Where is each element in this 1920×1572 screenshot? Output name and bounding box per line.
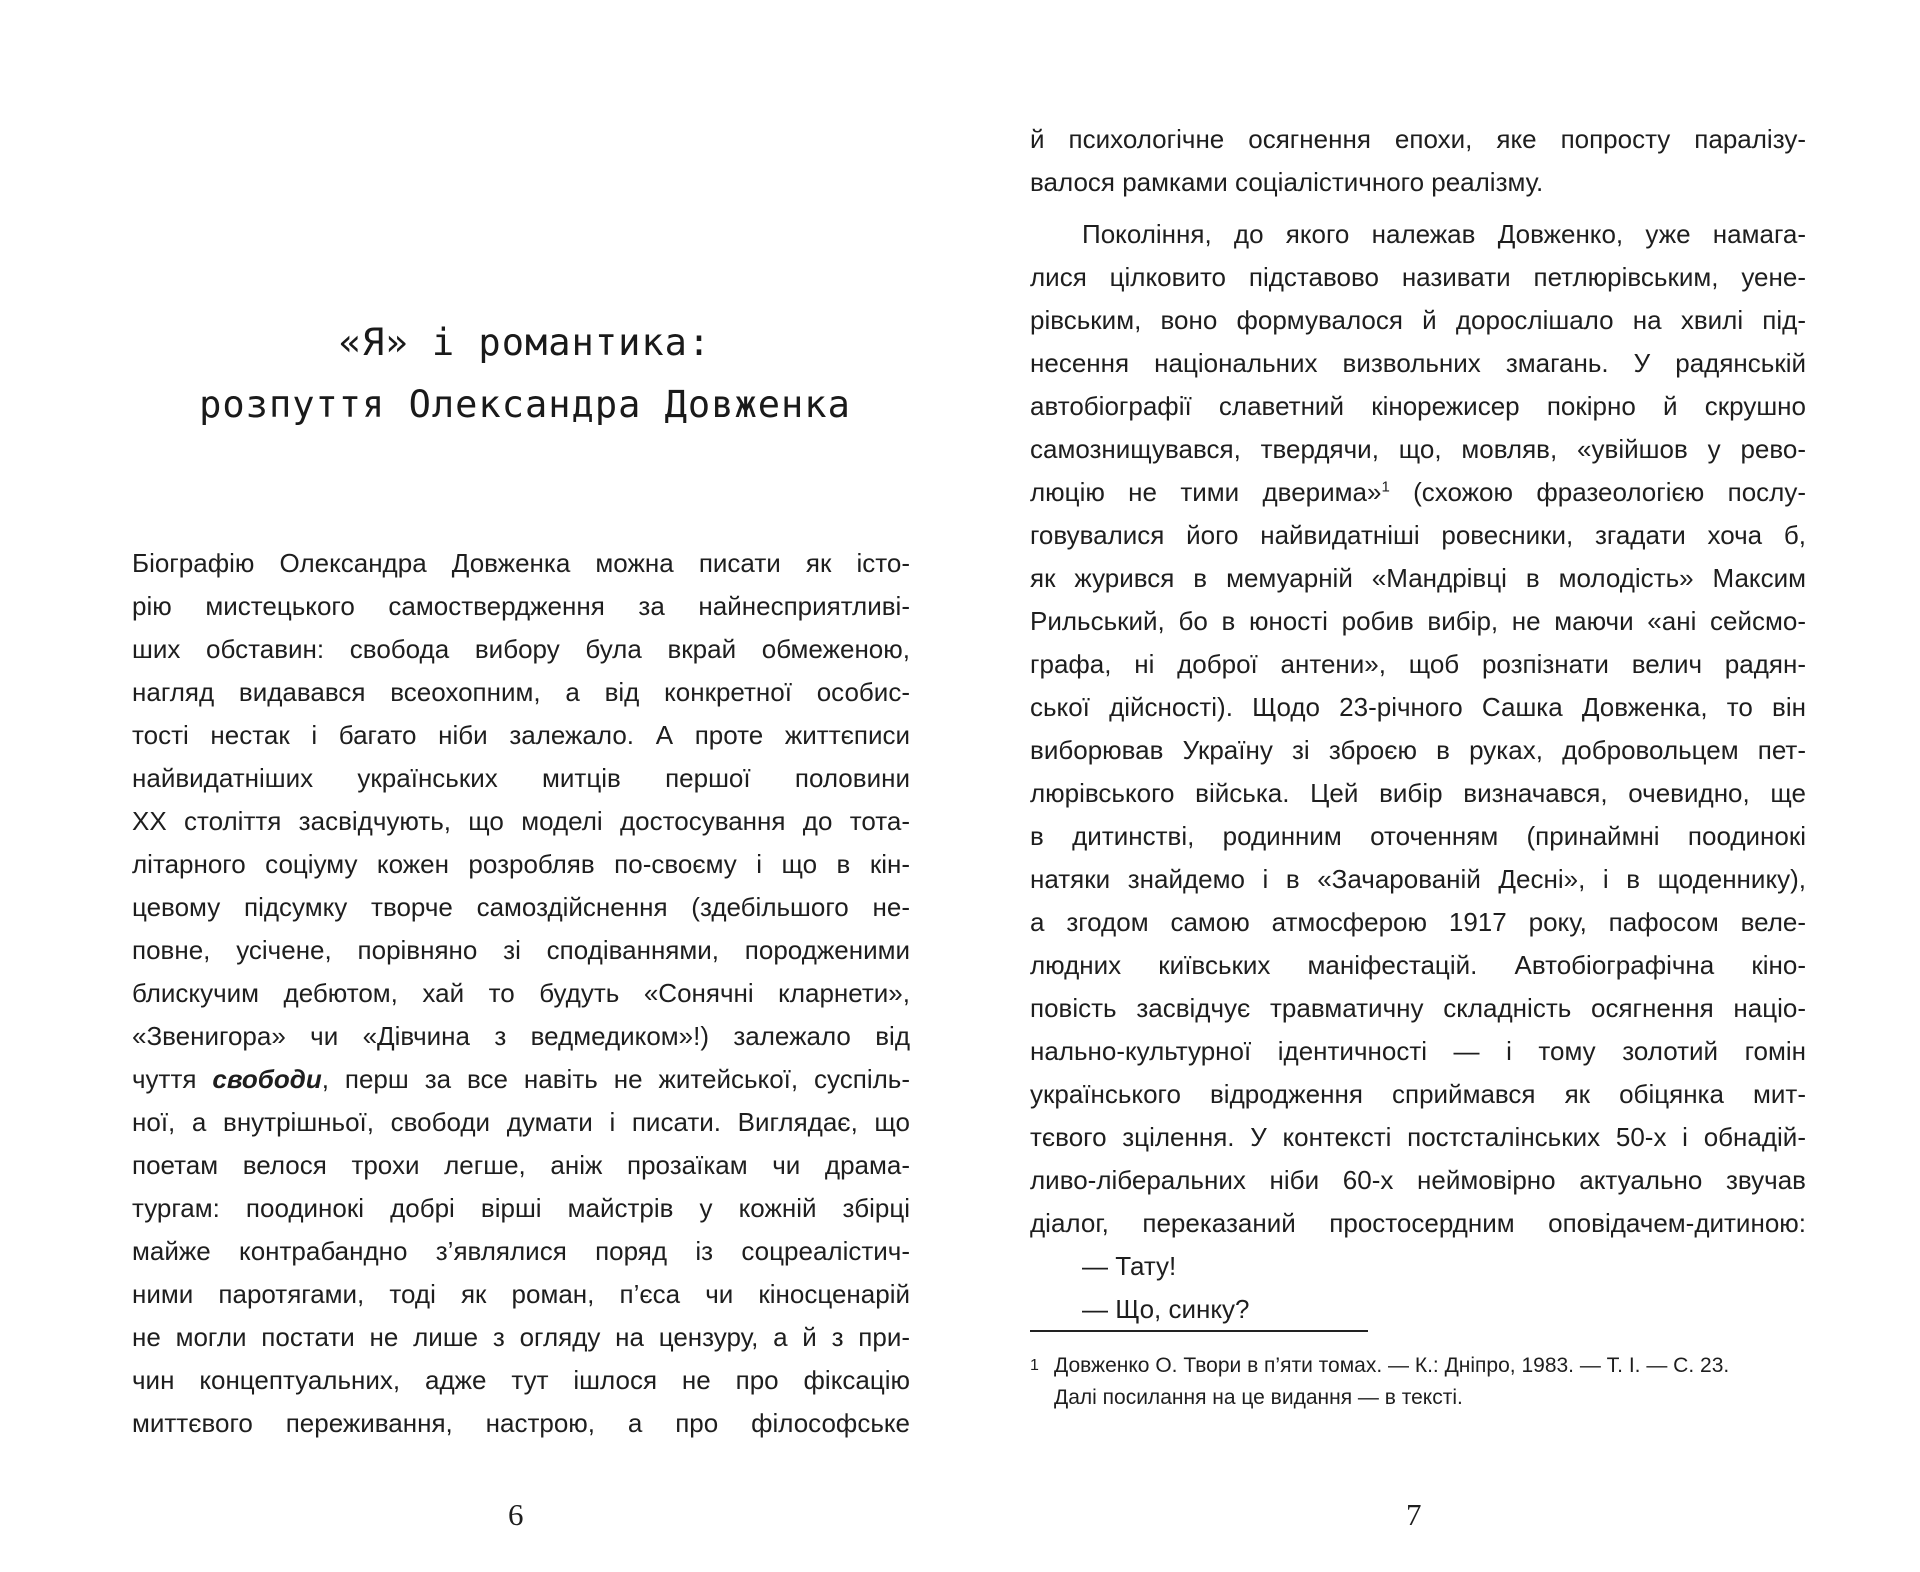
footnote [1030, 1350, 1806, 1414]
chapter-title [130, 312, 920, 436]
text-fragment: чуття [132, 1064, 213, 1094]
dialog-line: — Що, синку? [1082, 1294, 1250, 1324]
text-line: ної, а внутрішньої, свободи думати і писати. Виглядає, що [132, 1107, 910, 1137]
text-line: людних київських маніфестацій. Автобіографічна кіно- [1030, 950, 1806, 980]
chapter-title-line-1: «Я» і романтика: [338, 321, 712, 364]
text-line: цевому підсумку творче самоздійснення (здебільшого не- [132, 892, 910, 922]
text-line: автобіографії славетний кінорежисер покірно й скрушно [1030, 391, 1806, 421]
text-fragment: (схожою фразеологією послу- [1389, 477, 1806, 507]
text-line: несення національних визвольних змагань. У радянській [1030, 348, 1806, 378]
text-line: тості нестак і багато ніби залежало. А проте життєписи [132, 720, 910, 750]
text-line: а згодом самою атмосферою 1917 року, пафосом веле- [1030, 907, 1806, 937]
text-line: Покоління, до якого належав Довженко, уже намага- [1082, 219, 1806, 249]
text-line: ливо-ліберальних ніби 60-х неймовірно актуально звучав [1030, 1165, 1806, 1195]
text-line: чин концептуальних, адже тут ішлося не про фіксацію [132, 1365, 910, 1395]
text-line: й психологічне осягнення епохи, яке попросту паралізу- [1030, 124, 1806, 154]
text-line: натяки знайдемо і в «Зачарованій Десні», і в щоденнику), [1030, 864, 1806, 894]
footnote-line-2: Далі посилання на це видання — в тексті. [1054, 1386, 1463, 1409]
text-line: лися цілковито підставово називати петлюрівським, уене- [1030, 262, 1806, 292]
text-line: говувалися його найвидатніші ровесники, згадати хоча б, [1030, 520, 1806, 550]
text-line: рівським, воно формувалося й дорослішало на хвилі під- [1030, 305, 1806, 335]
chapter-title-line-2: розпуття Олександра Довженка [199, 383, 851, 426]
text-line: рію мистецького самоствердження за найнесприятливі- [132, 591, 910, 621]
text-line: валося рамками соціалістичного реалізму. [1030, 167, 1544, 197]
right-page [960, 0, 1920, 1572]
page-number-right: 7 [1406, 1497, 1422, 1532]
text-line: повне, усічене, порівняно зі сподіваннями, породженими [132, 935, 910, 965]
text-line: не могли постати не лише з огляду на цензуру, а й з при- [132, 1322, 910, 1352]
text-line: самознищувався, твердячи, що, мовляв, «увійшов у рево- [1030, 434, 1806, 464]
text-line-emphasis [132, 1058, 910, 1101]
text-line: XX століття засвідчують, що моделі достосування до тота- [132, 806, 910, 836]
text-line: ших обставин: свобода вибору була вкрай обмеженою, [132, 634, 910, 664]
text-line: найвидатніших українських митців першої половини [132, 763, 910, 793]
text-line-footnote-ref [1030, 471, 1806, 514]
text-line: літарного соціуму кожен розробляв по-своєму і що в кін- [132, 849, 910, 879]
text-line: діалог, переказаний простосердним оповідачем-дитиною: [1030, 1208, 1806, 1238]
text-line: блискучим дебютом, хай то будуть «Сонячні кларнети», [132, 978, 910, 1008]
text-line: українського відродження сприймався як обіцянка мит- [1030, 1079, 1806, 1109]
right-body-text [1030, 118, 1806, 1331]
dialog-line: — Тату! [1082, 1251, 1177, 1281]
text-line: тєвого зцілення. У контексті постсталінських 50-х і обнадій- [1030, 1122, 1806, 1152]
text-line: ними паротягами, тоді як роман, п’єса чи кіносценарій [132, 1279, 910, 1309]
footnote-text: Довженко О. Твори в п’яти томах. — К.: Дніпро, 1983. — Т. І. — С. 23. [1054, 1354, 1730, 1377]
emphasis-word: свободи [212, 1064, 322, 1094]
text-line: як журився в мемуарній «Мандрівці в молодість» Максим [1030, 563, 1806, 593]
page-number-left: 6 [508, 1497, 524, 1532]
text-line: в дитинстві, родинним оточенням (принаймні поодинокі [1030, 821, 1806, 851]
left-body-text [132, 542, 910, 1445]
footnote-divider [1030, 1330, 1368, 1332]
text-line: повість засвідчує травматичну складність осягнення націо- [1030, 993, 1806, 1023]
text-line: графа, ні доброї антени», щоб розпізнати велич радян- [1030, 649, 1806, 679]
text-fragment: , перш за все навіть не житейської, суспіль- [321, 1064, 910, 1094]
text-line: Біографію Олександра Довженка можна писати як істо- [132, 548, 910, 578]
text-line: люрівського війська. Цей вибір визначався, очевидно, ще [1030, 778, 1806, 808]
text-line: ської дійсності). Щодо 23-річного Сашка Довженка, то він [1030, 692, 1806, 722]
footnote-mark: 1 [1030, 1357, 1039, 1374]
footnote-line-1 [1030, 1350, 1806, 1382]
text-line: виборював Україну зі зброєю в руках, добровольцем пет- [1030, 735, 1806, 765]
paragraph-gap [1030, 204, 1806, 213]
text-line: «Звенигора» чи «Дівчина з ведмедиком»!) залежало від [132, 1021, 910, 1051]
text-line: майже контрабандно з’являлися поряд із соцреалістич- [132, 1236, 910, 1266]
text-line: Рильський, бо в юності робив вибір, не маючи «ані сейсмо- [1030, 606, 1806, 636]
text-fragment: люцію не тими дверима» [1030, 477, 1382, 507]
footnote-reference[interactable]: 1 [1381, 478, 1390, 496]
text-line: нально-культурної ідентичності — і тому золотий гомін [1030, 1036, 1806, 1066]
text-line: поетам велося трохи легше, аніж прозаїкам чи драма- [132, 1150, 910, 1180]
text-line: нагляд видавався всеохопним, а від конкретної особис- [132, 677, 910, 707]
text-line: тургам: поодинокі добрі вірші майстрів у кожній збірці [132, 1193, 910, 1223]
text-line: миттєвого переживання, настрою, а про філософське [132, 1408, 910, 1438]
